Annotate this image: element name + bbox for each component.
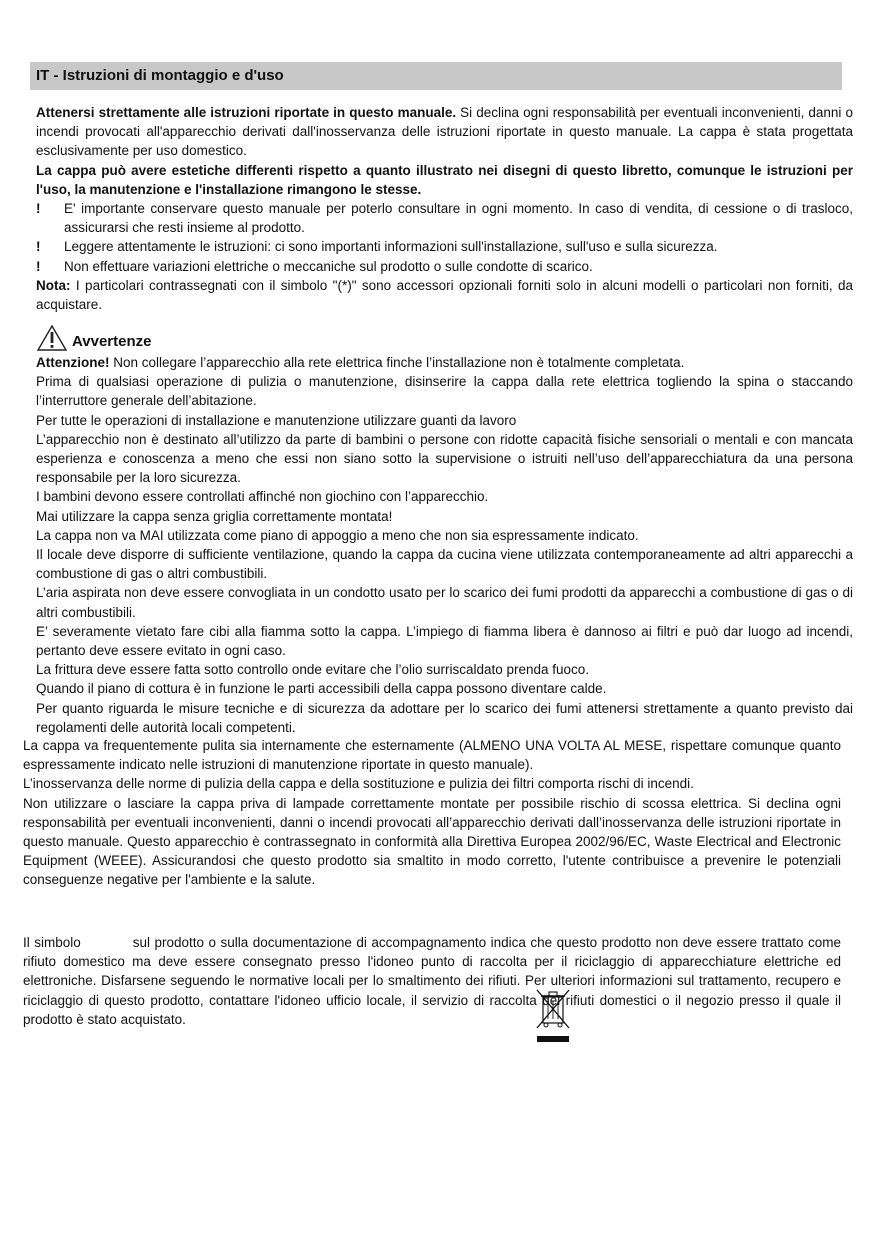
weee-rest: sul prodotto o sulla documentazione di accompagnamento indica che questo prodotto non deve essere trattato come rifiuto domestico ma deve essere consegnato presso l'idoneo punto di raccolta per il riciclaggio di apparecchiature elettriche ed elettroniche. Disfarsene seguendo le normative locali per lo smaltimento dei rifiuti. Per ulteriori informazioni sul trattamento, recupero e riciclaggio di questo prodotto, contattare l'idoneo ufficio locale, il servizio di raccolta dei rifiuti domestici o il negozio presso il quale il prodotto è stato acquistato. — [23, 935, 841, 1027]
attention-text: Non collegare l’apparecchio alla rete elettrica finche l’installazione non è totalmente completata. — [109, 355, 685, 370]
nota-label: Nota: — [36, 277, 71, 293]
intro-rest: Si declina ogni responsabilità per eventuali inconvenienti, danni o incendi provocati all'apparecchio derivati dall'inosservanza delle istruzioni riportate in questo manuale. La cappa è stata progettata esclusivamente per uso domestico. — [36, 105, 853, 159]
warning-item: La frittura deve essere fatta sotto controllo onde evitare che l’olio surriscaldato prenda fuoco. — [36, 662, 590, 678]
nota-paragraph — [36, 276, 853, 314]
intro-paragraph — [36, 103, 853, 161]
warning-item: La cappa non va MAI utilizzata come piano di appoggio a meno che non sia espressamente indicato. — [36, 527, 639, 543]
weee-paragraph — [23, 933, 841, 1029]
section-header-bar — [30, 62, 842, 90]
bullet-mark: ! — [36, 201, 41, 217]
warning-item: Per quanto riguarda le misure tecniche e di sicurezza da adottare per lo scarico dei fumi attenersi strettamente a quanto previsto dai regolamenti delle autorità locali competenti. — [36, 700, 853, 735]
section-title: IT - Istruzioni di montaggio e d'uso — [36, 67, 284, 84]
warnings-heading — [36, 324, 151, 352]
nota-text: I particolari contrassegnati con il simbolo "(*)" sono accessori opzionali forniti solo in alcuni modelli o particolari non forniti, da acquistare. — [36, 277, 853, 313]
bullet-text: Non effettuare variazioni elettriche o meccaniche sul prodotto o sulle condotte di scarico. — [64, 258, 593, 274]
warning-triangle-icon — [36, 324, 68, 352]
warning-item: Il locale deve disporre di sufficiente ventilazione, quando la cappa da cucina viene utilizzata contemporaneamente ad altri apparecchi a combustione di gas o altri combustibili. — [36, 547, 853, 582]
bullet-mark: ! — [36, 258, 41, 274]
crossed-bin-icon — [533, 986, 573, 1044]
intro-bold: Attenersi strettamente alle istruzioni riportate in questo manuale. — [36, 105, 457, 120]
bullet-item — [36, 257, 853, 276]
bullet-text: Leggere attentamente le istruzioni: ci sono importanti informazioni sull'installazione, sull'uso e sulla sicurezza. — [64, 239, 718, 255]
warnings-heading-label: Avvertenze — [72, 333, 152, 350]
warning-item: L’apparecchio non è destinato all’utilizzo da parte di bambini o persone con ridotte capacità fisiche sensoriali o mentali e con mancata esperienza e conoscenza a meno che essi non siano sotto la supervisione o istruiti nell’uso dell’apparecchiatura da una persona responsabile per la loro sicurezza. — [36, 431, 853, 486]
bullet-item — [36, 237, 853, 256]
bullet-text: E' importante conservare questo manuale per poterlo consultare in ogni momento. In caso di vendita, di cessione o di trasloco, assicurarsi che resti insieme al prodotto. — [64, 201, 853, 236]
attention-label: Attenzione! — [36, 355, 110, 370]
warning-item: E’ severamente vietato fare cibi alla fiamma sotto la cappa. L’impiego di fiamma libera è dannoso ai filtri e può dar luogo ad incendi, pertanto deve essere evitato in ogni caso. — [36, 623, 853, 659]
warning-item: Quando il piano di cottura è in funzione le parti accessibili della cappa possono diventare calde. — [36, 681, 607, 697]
warning-item: I bambini devono essere controllati affinché non giochino con l’apparecchio. — [36, 489, 489, 505]
maintenance-paragraph: L’inosservanza delle norme di pulizia della cappa e della sostituzione e pulizia dei filtri comporta rischi di incendi. — [23, 776, 694, 792]
warnings-section — [36, 353, 853, 737]
warning-item: L’aria aspirata non deve essere convogliata in un condotto usato per lo scarico dei fumi prodotti da apparecchi a combustione di gas o di altri combustibili. — [36, 585, 853, 620]
bullet-mark: ! — [36, 239, 41, 255]
maintenance-paragraph: Non utilizzare o lasciare la cappa priva di lampade correttamente montate per possibile rischio di scossa elettrica. Si declina ogni responsabilità per eventuali inconvenienti, danni o incendi provocati all’apparecchio derivati dall’inosservanza delle istruzioni riportate in questo manuale. Questo apparecchio è contrassegnato in conformità alla Direttiva Europea 2002/96/EC, Waste Electrical and Electronic Equipment (WEEE). Assicurandosi che questo prodotto sia smaltito in modo corretto, l'utente contribuisce a prevenire le potenziali conseguenze negative per l'ambiente e la salute. — [23, 795, 841, 888]
warning-item: Prima di qualsiasi operazione di pulizia o manutenzione, disinserire la cappa dalla rete elettrica togliendo la spina o staccando l’interruttore generale dell’abitazione. — [36, 374, 853, 409]
maintenance-paragraph: La cappa va frequentemente pulita sia internamente che esternamente (ALMENO UNA VOLTA AL MESE, rispettare comunque quanto espressamente indicato nelle istruzioni di manutenzione riportate in questo manuale). — [23, 738, 841, 773]
intro-note-bold — [36, 161, 853, 199]
maintenance-section — [23, 736, 841, 890]
weee-section — [23, 933, 841, 1029]
aesthetics-note: La cappa può avere estetiche differenti rispetto a quanto illustrato nei disegni di questo libretto, comunque le istruzioni per l'uso, la manutenzione e l'installazione rimangono le stesse. — [36, 162, 853, 197]
intro-section — [36, 103, 853, 314]
warning-item: Mai utilizzare la cappa senza griglia correttamente montata! — [36, 508, 393, 524]
weee-start: Il simbolo — [23, 935, 81, 950]
bullet-item — [36, 199, 853, 237]
attention-paragraph — [36, 353, 853, 372]
warning-item: Per tutte le operazioni di installazione e manutenzione utilizzare guanti da lavoro — [36, 412, 517, 428]
